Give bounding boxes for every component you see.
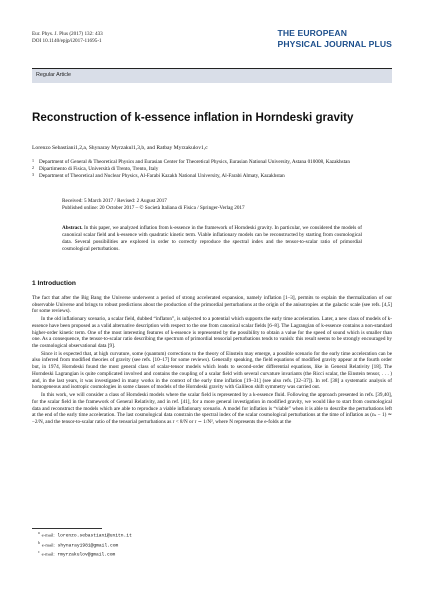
published-line: Published online: 20 October 2017 – © Società Italiana di Fisica / Springer-Verlag 2017 [62,205,245,212]
paper-title: Reconstruction of k-essence inflation in Horndeski gravity [32,111,354,124]
received-revised-line: Received: 5 March 2017 / Revised: 2 August 2017 [62,198,167,204]
journal-logo [278,28,392,49]
footnote-rule [32,528,102,529]
affiliation-item [32,159,397,166]
abstract-text: In this paper, we analyzed inflation from k-essence in the framework of Horndeski gravity. In particular, we considered the models of canonical scalar field and k-essence with quadratic kinetic term. Viable inflationary models can be reconstructed by starting from cosmological data. Several possibilities are explored in order to correctly reproduce the spectral index and the tensor-to-scalar ratio of primordial cosmological perturbations. [62,225,362,253]
abstract [62,225,362,253]
body-text [32,295,392,427]
affiliation-text: Dipartimento di Fisica, Università di Trento, Trento, Italy [39,165,159,172]
publication-dates [62,198,245,212]
affiliations [32,159,397,180]
footnote-mark: b [38,540,40,545]
affiliation-mark: 2 [32,164,34,170]
affiliation-text: Department of General & Theoretical Physics and Eurasian Center for Theoretical Physics, Eurasian National University, Astana 010008, Kazakhstan [39,159,350,165]
email-link[interactable]: shynaray1981@gmail.com [57,543,119,549]
journal-name-line1: THE EUROPEAN [277,28,347,38]
paragraph: The fact that after the Big Bang the Universe underwent a period of strong accelerated expansion, namely inflation [1–3], permits to explain the thermalization of our observable Universe and brings to robust predictions about the production of the primordial perturbations at the origin of the anisotropies at the galactic scale (see refs. [4,5] for some reviews). [32,295,392,315]
footnote-label: e-mail: [41,551,55,557]
article-type-label: Regular Article [36,72,72,78]
doi-line: DOI 10.1140/epjp/i2017-11695-1 [32,38,102,45]
email-link[interactable]: rmyrzakulov@gmail.com [57,552,116,558]
citation-block [32,31,103,45]
abstract-label: Abstract. [62,225,83,231]
footnote [38,549,132,559]
footnote [38,540,132,550]
affiliation-item [32,173,397,180]
paragraph: Since it is expected that, at high curvature, some (quantum) corrections to the theory of Einstein may emerge, a possible scenario for the early time acceleration can be also inferred from modified theories of gravity (see refs. [10–17] for some reviews). Generally speaking, the field equations of modified gravity appear at the fourth order but, in 1974, Horndeski found the most general class of scalar-tensor models which leads to second-order differential equations, like in General Relativity [18]. The Horndeski Lagrangian is quite complicated involved and contains the coupling of a scalar field with several curvature invariants (the Ricci scalar, the Einstein tensor, . . . ) and, in the last years, it was investigated in many works in the context of the early time inflation [19–31] (see also refs. [32–37]). In ref. [38] a systematic analysis of homogeneous and isotropic cosmologies in some classes of models of the Horndeski gravity with Galileon shift symmetry was carried out. [32,350,392,391]
footnote-label: e-mail: [41,532,55,538]
paragraph: In this work, we will consider a class of Horndeski models where the scalar field is represented by a k-essence fluid. Following the approach presented in refs. [39,40], for the scalar field in the framework of General Relativity, and in ref. [41], for a more general investigation in modified gravity, we would like to start from cosmological data and reconstruct the models which are able to reproduce a viable inflationary scenario. A model for inflation is “viable” when it is able to describe the perturbations left at the end of the early time acceleration. The last cosmological data constrain the spectral index of the scalar cosmological perturbations at the time of inflation as (nₛ − 1) ≃ −2/N, and the tensor-to-scalar ratio of the tensorial perturbations as r < 8/N or r ∼ 1/N², where N represents the e-folds at the [32,392,392,425]
section-heading: 1 Introduction [32,280,76,287]
affiliation-mark: 3 [32,171,34,177]
footnote-mark: a [38,531,40,535]
citation-line: Eur. Phys. J. Plus (2017) 132: 433 [32,31,103,37]
affiliation-mark: 1 [32,158,34,163]
affiliation-item [32,166,397,173]
article-type-band [32,69,392,83]
author-list [32,145,208,151]
footnote [38,530,132,540]
journal-name-line2: PHYSICAL JOURNAL PLUS [277,38,392,49]
email-link[interactable]: lorenzo.sebastiani@unitn.it [57,533,132,539]
affiliation-text: Department of Theoretical and Nuclear Physics, Al-Farabi Kazakh National University, Al-Farabi Almaty, Kazakhstan [39,172,285,179]
footnotes [38,530,132,559]
paragraph: In the old inflationary scenario, a scalar field, dubbed “inflaton”, is subjected to a potential which supports the early time acceleration. Later, a new class of models of k-essence have been proposed as a valid alternative description with respect to the one from canonical scalar fields [6–8]. The Lagrangian of k-essence contains a non-standard higher-order kinetic term. One of the most interesting features of k-essence is represented by the possibility to obtain a value for the speed of sound which is smaller than one. As a consequence, the tensor-to-scalar ratio describing the spectrum of primordial tensorial perturbations tends to vanish: this result seems to be strongly encouraged by the cosmological observational data [9]. [32,316,392,350]
authors-text: Lorenzo Sebastiani1,2,a, Shynaray Myrzakul1,3,b, and Ratbay Myrzakulov1,c [32,145,208,151]
footnote-label: e-mail: [41,542,55,548]
footnote-mark: c [38,550,40,555]
